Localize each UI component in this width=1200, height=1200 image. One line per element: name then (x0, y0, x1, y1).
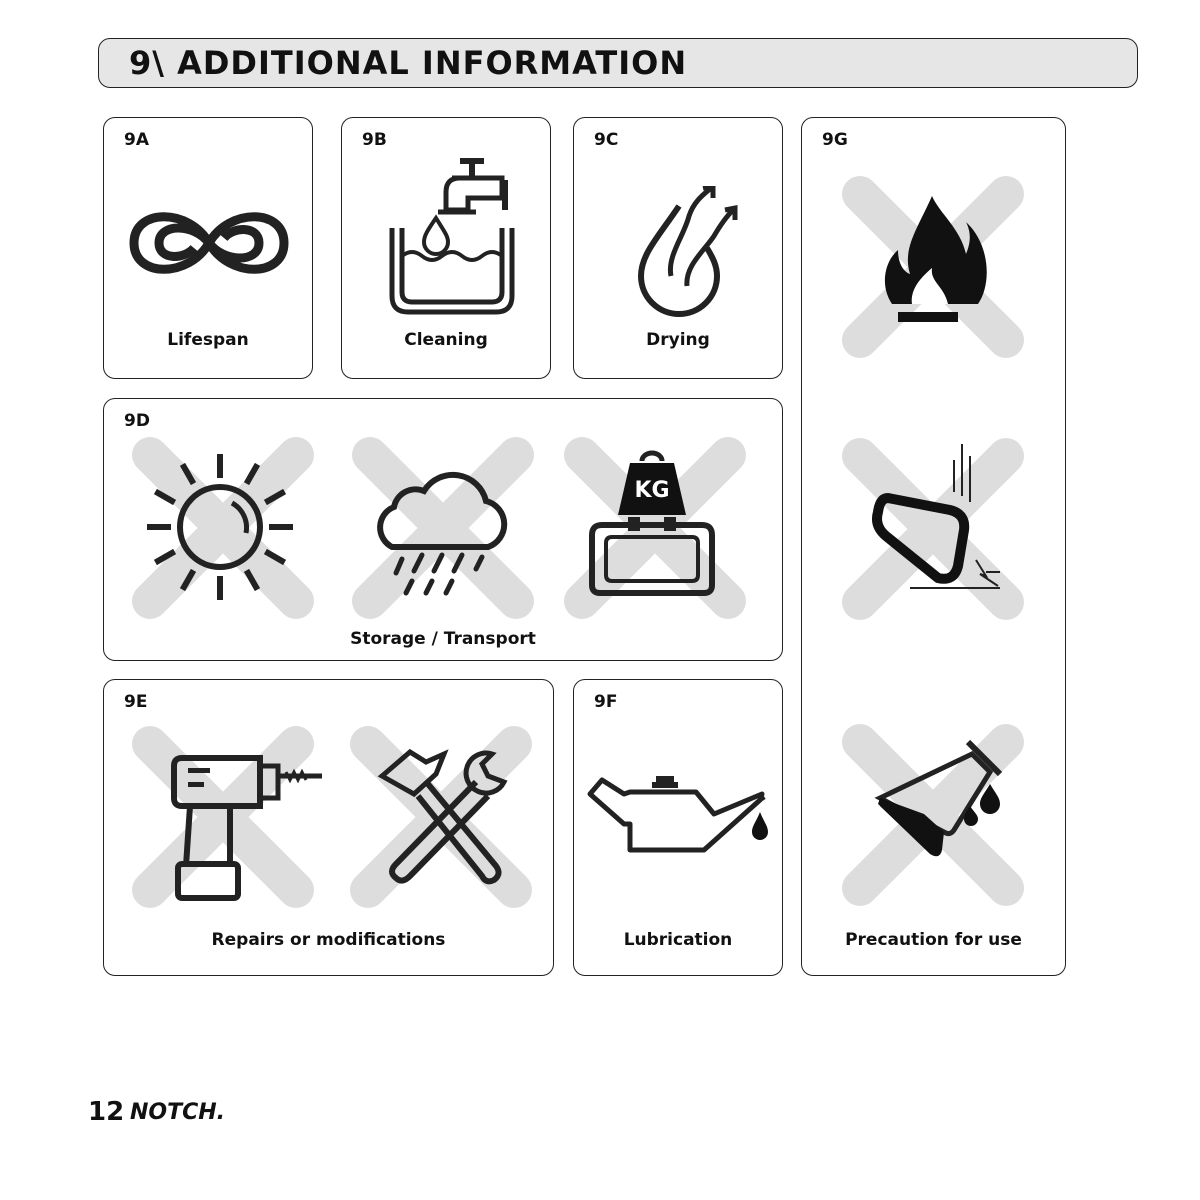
panel-code: 9G (822, 130, 848, 150)
panel-code: 9D (124, 411, 150, 431)
panel-9d-storage-transport (103, 398, 783, 661)
infinity-icon (124, 198, 294, 288)
faucet-basin-icon (382, 156, 522, 316)
panel-label: Precaution for use (845, 930, 1022, 950)
page-number: 12 (88, 1097, 125, 1127)
rain-cloud-icon (350, 435, 536, 621)
oil-can-icon (584, 770, 779, 870)
falling-carabiner-icon (840, 436, 1026, 622)
section-header (98, 38, 1138, 88)
brand-logo: NOTCH. (130, 1100, 226, 1125)
drill-icon (130, 724, 326, 910)
section-title: 9\ ADDITIONAL INFORMATION (129, 44, 688, 82)
panel-9f-lubrication (573, 679, 783, 976)
panel-label: Lubrication (623, 930, 733, 950)
panel-label: Storage / Transport (350, 629, 536, 649)
chemical-flask-icon (840, 722, 1026, 908)
panel-9e-repairs (103, 679, 554, 976)
panel-label: Drying (646, 330, 710, 350)
panel-9g-precaution (801, 117, 1066, 976)
panel-code: 9F (594, 692, 618, 712)
drop-evaporation-icon (629, 186, 744, 321)
panel-label: Lifespan (167, 330, 249, 350)
sun-icon (130, 435, 316, 621)
panel-code: 9A (124, 130, 149, 150)
panel-9b-cleaning (341, 117, 551, 379)
fire-icon (840, 174, 1026, 360)
panel-9c-drying (573, 117, 783, 379)
panel-code: 9B (362, 130, 387, 150)
panel-code: 9C (594, 130, 619, 150)
panel-code: 9E (124, 692, 148, 712)
panel-label: Repairs or modifications (211, 930, 446, 950)
weight-carabiner-icon (562, 435, 748, 621)
panel-label: Cleaning (404, 330, 488, 350)
panel-9a-lifespan (103, 117, 313, 379)
svg-text:KG: KG (634, 478, 670, 503)
hammer-wrench-icon (348, 724, 534, 910)
